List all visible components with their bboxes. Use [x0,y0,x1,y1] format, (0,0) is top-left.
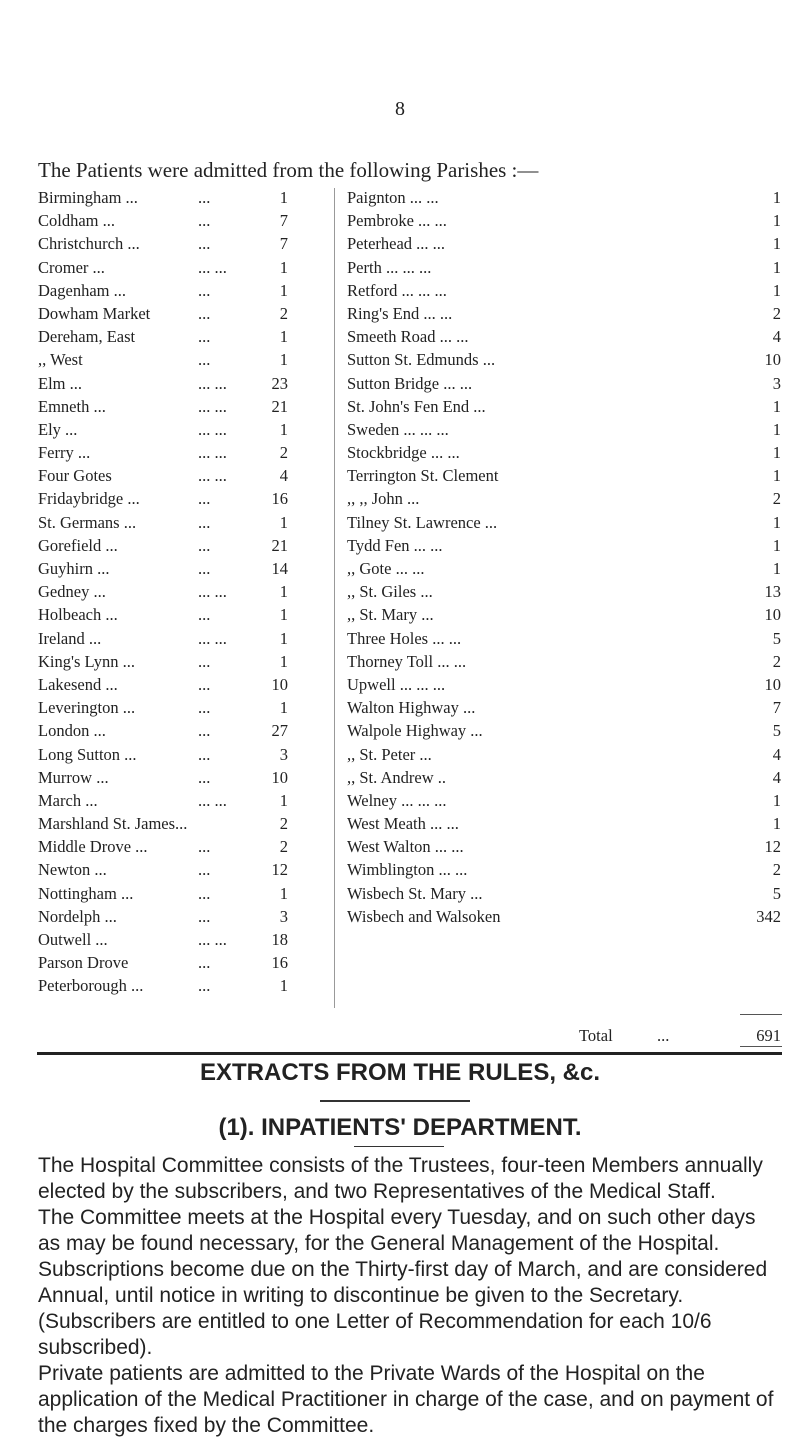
leader-dots: ... [198,906,211,926]
patient-count: 7 [772,698,781,718]
patient-count: 21 [271,535,288,555]
leader-dots: ... ... [198,628,227,648]
patient-count: 1 [772,535,781,555]
parish-name: Dereham, East [38,327,136,347]
parish-name: Birmingham ... [38,188,138,207]
column-divider [334,188,335,1008]
patient-count: 1 [772,466,781,486]
patient-count: 1 [772,512,781,532]
parish-row [347,395,781,418]
parish-name: Parson Drove [38,953,129,973]
parish-row [347,487,781,510]
parish-name: Ireland ... [38,628,102,648]
patient-count: 1 [772,188,781,207]
patient-count: 1 [279,790,288,810]
patient-count: 7 [279,211,288,231]
parish-row [38,650,288,673]
parish-name: Tilney St. Lawrence ... [347,512,498,532]
parish-row [347,627,781,650]
parish-row [38,951,288,974]
parish-row [38,789,288,812]
patient-count: 5 [772,883,781,903]
section-underline [354,1146,444,1147]
parish-name: Ferry ... [38,443,91,463]
parish-row [38,743,288,766]
total-dots: ... [657,1026,670,1045]
parish-name: Smeeth Road ... ... [347,327,469,347]
leader-dots: ... [198,234,211,254]
leader-dots: ... [198,721,211,741]
parish-row [38,487,288,510]
parish-row [347,557,781,580]
patient-count: 10 [764,605,781,625]
left-parish-column [38,186,288,998]
total-rule [740,1046,782,1047]
leader-dots: ... [198,280,211,300]
patient-count: 1 [279,419,288,439]
parish-name: Stockbridge ... ... [347,443,460,463]
parish-name: King's Lynn ... [38,651,135,671]
parish-name: West Meath ... ... [347,814,459,834]
total-count: 691 [756,1026,781,1045]
parish-name: Three Holes ... ... [347,628,462,648]
parish-name: Nottingham ... [38,883,134,903]
parish-name: Leverington ... [38,698,136,718]
patient-count: 1 [772,559,781,578]
patient-count: 14 [271,559,288,578]
parish-row [347,464,781,487]
parish-name: Outwell ... [38,930,108,949]
patient-count: 12 [271,860,288,880]
parish-row [38,534,288,557]
parish-name: Murrow ... [38,767,109,787]
parish-row [347,511,781,534]
parish-row [347,256,781,279]
parish-name: Gorefield ... [38,535,118,555]
parish-row [347,696,781,719]
parish-name: Peterhead ... ... [347,234,446,254]
parish-name: March ... [38,790,98,810]
patient-count: 1 [279,280,288,300]
parish-name: St. Germans ... [38,512,137,532]
parish-row [347,743,781,766]
parish-name: Thorney Toll ... ... [347,651,467,671]
parish-row [347,835,781,858]
parish-name: Walton Highway ... [347,698,476,718]
patient-count: 5 [772,628,781,648]
parish-name: Wisbech and Walsoken [347,906,501,926]
parish-row [347,372,781,395]
section-title: (1). INPATIENTS' DEPARTMENT. [218,1114,582,1141]
parish-name: ,, St. Andrew .. [347,767,446,787]
patient-count: 2 [279,814,288,834]
parish-name: Gedney ... [38,582,106,602]
section-divider [37,1052,782,1055]
patient-count: 2 [279,443,288,463]
paragraph: The Committee meets at the Hospital every Tuesday, and on such other days as may be found necessary, for the General Management of the Hospital. [38,1206,756,1255]
leader-dots: ... [198,211,211,231]
parish-name: Wisbech St. Mary ... [347,883,483,903]
parish-name: Christchurch ... [38,234,140,254]
patient-count: 13 [764,582,781,602]
total-label: Total [579,1026,613,1045]
parish-row [347,186,781,209]
leader-dots: ... [198,188,211,207]
parish-name: St. John's Fen End ... [347,396,486,416]
patient-count: 2 [772,651,781,671]
patient-count: 1 [772,443,781,463]
parish-name: Fridaybridge ... [38,489,140,509]
parish-row [347,325,781,348]
patient-count: 1 [279,350,288,370]
rules-text [38,1153,783,1439]
parish-row [347,279,781,302]
leader-dots: ... [198,883,211,903]
parish-row [347,650,781,673]
parish-row [38,928,288,951]
leader-dots: ... [198,303,211,323]
paragraph: Private patients are admitted to the Private Wards of the Hospital on the application of the Medical Practitioner in charge of the case, and on payment of the charges fixed by the Committee. [38,1362,774,1437]
leader-dots: ... [198,976,211,996]
leader-dots: ... [198,489,211,509]
parish-name: Sweden ... ... ... [347,419,449,439]
parish-name: Perth ... ... ... [347,257,432,277]
parish-row [38,348,288,371]
parish-row [38,511,288,534]
patient-count: 4 [772,327,781,347]
parish-row [38,302,288,325]
parish-row [38,673,288,696]
parish-row [347,789,781,812]
parish-name: ,, ,, John ... [347,489,420,509]
patient-count: 10 [271,767,288,787]
patient-count: 1 [279,698,288,718]
parish-name: Lakesend ... [38,674,118,694]
leader-dots: ... [198,535,211,555]
parish-name: Dagenham ... [38,280,126,300]
parish-row [38,186,288,209]
parish-name: Dowham Market [38,303,151,323]
parish-name: London ... [38,721,106,741]
leader-dots: ... ... [198,930,227,949]
leader-dots: ... [198,698,211,718]
leader-dots: ... [198,953,211,973]
heading-underline [320,1100,470,1102]
parish-row [38,905,288,928]
parish-row [38,418,288,441]
parish-name: Middle Drove ... [38,837,148,857]
patient-count: 342 [756,906,781,926]
patient-count: 2 [772,860,781,880]
parish-row [347,673,781,696]
parish-name: ,, St. Peter ... [347,744,432,764]
parish-row [347,882,781,905]
parish-row [38,882,288,905]
patient-count: 1 [772,790,781,810]
right-parish-column [347,186,781,928]
patient-count: 10 [271,674,288,694]
parish-row [38,835,288,858]
parish-row [347,905,781,928]
parish-name: Pembroke ... ... [347,211,447,231]
parish-row [38,696,288,719]
parish-row [347,534,781,557]
parish-row [347,418,781,441]
parish-row [347,766,781,789]
patient-count: 3 [279,906,288,926]
patient-count: 2 [772,303,781,323]
parish-name: ,, St. Mary ... [347,605,434,625]
parish-row [347,302,781,325]
leader-dots: ... ... [198,790,227,810]
paragraph: The Hospital Committee consists of the Trustees, four-teen Members annually elected by the subscribers, and two Representatives of the Medical Staff. [38,1154,763,1203]
patient-count: 18 [271,930,288,949]
patient-count: 1 [279,188,288,207]
patient-count: 1 [279,605,288,625]
patient-count: 1 [772,234,781,254]
leader-dots: ... [198,512,211,532]
parish-row [38,812,288,835]
parish-name: Cromer ... [38,257,105,277]
parish-name: Upwell ... ... ... [347,674,446,694]
parish-name: Elm ... [38,373,82,393]
parish-row [347,858,781,881]
patient-count: 3 [279,744,288,764]
parish-row [38,325,288,348]
parish-name: Guyhirn ... [38,559,110,578]
patient-count: 10 [764,674,781,694]
parish-row [347,441,781,464]
parish-name: Walpole Highway ... [347,721,483,741]
parish-name: West Walton ... ... [347,837,464,857]
parish-name: Long Sutton ... [38,744,137,764]
patient-count: 5 [772,721,781,741]
parish-row [347,580,781,603]
patient-count: 1 [772,814,781,834]
parish-name: Sutton St. Edmunds ... [347,350,496,370]
parish-name: Paignton ... ... [347,188,439,207]
parish-row [347,812,781,835]
leader-dots: ... [198,327,211,347]
parish-row [38,232,288,255]
patient-count: 7 [279,234,288,254]
parish-name: Ely ... [38,419,78,439]
patient-count: 1 [772,211,781,231]
parish-name: Ring's End ... ... [347,303,453,323]
leader-dots: ... [198,674,211,694]
leader-dots: ... ... [198,396,227,416]
patient-count: 1 [279,976,288,996]
parish-row [38,256,288,279]
parish-name: Retford ... ... ... [347,280,447,300]
patient-count: 1 [279,512,288,532]
parish-row [38,557,288,580]
patient-count: 23 [271,373,288,393]
patient-count: 1 [279,628,288,648]
leader-dots: ... [198,837,211,857]
patient-count: 1 [772,257,781,277]
parish-name: Wimblington ... ... [347,860,468,880]
patient-count: 1 [772,419,781,439]
parishes-heading: The Patients were admitted from the following Parishes :— [38,158,539,182]
parish-name: Emneth ... [38,396,106,416]
patient-count: 1 [279,257,288,277]
leader-dots: ... ... [198,419,227,439]
parish-row [38,627,288,650]
leader-dots: ... [198,651,211,671]
parish-name: Welney ... ... ... [347,790,447,810]
parish-name: Holbeach ... [38,605,118,625]
patient-count: 1 [279,327,288,347]
parish-name: Coldham ... [38,211,115,231]
parish-row [38,858,288,881]
leader-dots: ... [198,559,211,578]
parish-row [38,464,288,487]
leader-dots: ... [198,744,211,764]
page-number: 8 [395,98,405,120]
leader-dots: ... [198,350,211,370]
parish-row [347,603,781,626]
parish-name: Nordelph ... [38,906,117,926]
parish-row [38,580,288,603]
parish-row [38,441,288,464]
patient-count: 4 [772,767,781,787]
patient-count: 4 [279,466,288,486]
patient-count: 16 [271,489,288,509]
parish-name: Terrington St. Clement [347,466,499,486]
parish-row [347,232,781,255]
patient-count: 1 [279,582,288,602]
parish-row [38,372,288,395]
subtotal-rule [740,1014,782,1015]
parish-row [38,719,288,742]
patient-count: 12 [764,837,781,857]
parish-row [38,766,288,789]
patient-count: 1 [772,280,781,300]
parish-row [38,974,288,997]
parish-name: Four Gotes [38,466,112,486]
leader-dots: ... [198,605,211,625]
leader-dots: ... ... [198,373,227,393]
patient-count: 10 [764,350,781,370]
parish-name: Newton ... [38,860,107,880]
parish-row [38,395,288,418]
patient-count: 2 [279,303,288,323]
patient-count: 1 [279,883,288,903]
parish-name: ,, West [38,350,83,370]
patient-count: 2 [772,489,781,509]
paragraph: Subscriptions become due on the Thirty-first day of March, and are considered Annual, until notice in writing to discontinue be given to the Secretary. (Subscribers are entitled to one Letter of Recommendation for each 10/6 subscribed). [38,1258,768,1359]
extracts-heading: EXTRACTS FROM THE RULES, &c. [199,1059,601,1086]
patient-count: 4 [772,744,781,764]
parish-name: Sutton Bridge ... ... [347,373,473,393]
patient-count: 27 [271,721,288,741]
patient-count: 21 [271,396,288,416]
leader-dots: ... ... [198,582,227,602]
leader-dots: ... ... [198,466,227,486]
leader-dots: ... ... [198,257,227,277]
parish-row [347,719,781,742]
patient-count: 2 [279,837,288,857]
patient-count: 3 [772,373,781,393]
parish-row [38,603,288,626]
leader-dots: ... ... [198,443,227,463]
parish-name: ,, Gote ... ... [347,559,425,578]
patient-count: 16 [271,953,288,973]
parish-row [38,279,288,302]
parish-row [38,209,288,232]
patient-count: 1 [279,651,288,671]
patient-count: 1 [772,396,781,416]
parish-name: Peterborough ... [38,976,144,996]
parish-name: Marshland St. James... [38,814,188,834]
parish-row [347,209,781,232]
parish-name: ,, St. Giles ... [347,582,433,602]
leader-dots: ... [198,860,211,880]
leader-dots: ... [198,767,211,787]
parish-row [347,348,781,371]
parish-name: Tydd Fen ... ... [347,535,443,555]
